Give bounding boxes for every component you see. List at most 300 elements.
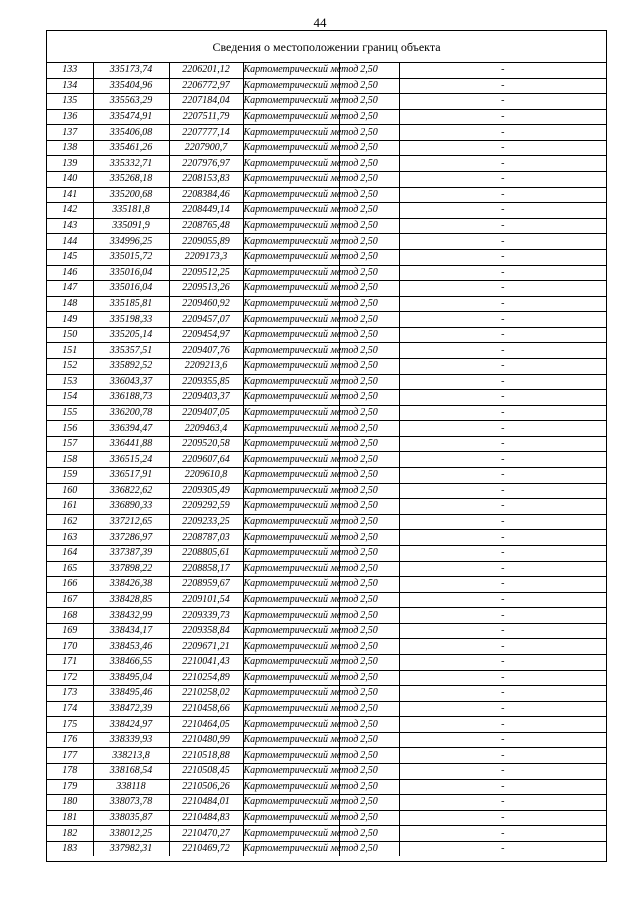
accuracy-cell: 2,50 [339,390,399,406]
x-coordinate-cell: 335015,72 [93,249,169,265]
table-row [47,249,606,265]
accuracy-cell: 2,50 [339,639,399,655]
point-number-cell: 152 [47,358,93,374]
table-heading: Сведения о местоположении границ объекта [47,31,606,63]
x-coordinate-cell: 338432,99 [93,608,169,624]
y-coordinate-cell: 2209454,97 [169,327,243,343]
point-number-cell: 180 [47,795,93,811]
point-number-cell: 165 [47,561,93,577]
method-cell: Картометрический метод [243,125,339,141]
x-coordinate-cell: 335461,26 [93,140,169,156]
table-row [47,390,606,406]
table-row [47,109,606,125]
y-coordinate-cell: 2209101,54 [169,592,243,608]
method-cell: Картометрический метод [243,436,339,452]
y-coordinate-cell: 2209292,59 [169,499,243,515]
table-row [47,545,606,561]
accuracy-cell: 2,50 [339,172,399,188]
x-coordinate-cell: 335185,81 [93,296,169,312]
method-cell: Картометрический метод [243,234,339,250]
table-row [47,94,606,110]
table-row [47,530,606,546]
y-coordinate-cell: 2209305,49 [169,483,243,499]
method-cell: Картометрический метод [243,343,339,359]
method-cell: Картометрический метод [243,810,339,826]
y-coordinate-cell: 2209339,73 [169,608,243,624]
point-number-cell: 147 [47,281,93,297]
method-cell: Картометрический метод [243,249,339,265]
x-coordinate-cell: 335563,29 [93,94,169,110]
description-cell: - [399,109,606,125]
accuracy-cell: 2,50 [339,577,399,593]
method-cell: Картометрический метод [243,717,339,733]
y-coordinate-cell: 2209233,25 [169,514,243,530]
point-number-cell: 159 [47,468,93,484]
x-coordinate-cell: 335404,96 [93,78,169,94]
description-cell: - [399,779,606,795]
accuracy-cell: 2,50 [339,732,399,748]
point-number-cell: 169 [47,623,93,639]
x-coordinate-cell: 336188,73 [93,390,169,406]
accuracy-cell: 2,50 [339,312,399,328]
x-coordinate-cell: 337898,22 [93,561,169,577]
table-row [47,717,606,733]
y-coordinate-cell: 2208787,03 [169,530,243,546]
x-coordinate-cell: 335173,74 [93,63,169,78]
table-row [47,826,606,842]
y-coordinate-cell: 2209355,85 [169,374,243,390]
method-cell: Картометрический метод [243,841,339,856]
y-coordinate-cell: 2210464,05 [169,717,243,733]
point-number-cell: 153 [47,374,93,390]
x-coordinate-cell: 336200,78 [93,405,169,421]
accuracy-cell: 2,50 [339,748,399,764]
table-row [47,810,606,826]
table-row [47,592,606,608]
method-cell: Картометрический метод [243,686,339,702]
method-cell: Картометрический метод [243,514,339,530]
accuracy-cell: 2,50 [339,374,399,390]
accuracy-cell: 2,50 [339,545,399,561]
y-coordinate-cell: 2210041,43 [169,654,243,670]
y-coordinate-cell: 2210458,66 [169,701,243,717]
table-row [47,156,606,172]
point-number-cell: 181 [47,810,93,826]
accuracy-cell: 2,50 [339,654,399,670]
method-cell: Картометрический метод [243,421,339,437]
x-coordinate-cell: 338073,78 [93,795,169,811]
table-row [47,514,606,530]
point-number-cell: 135 [47,94,93,110]
accuracy-cell: 2,50 [339,764,399,780]
method-cell: Картометрический метод [243,592,339,608]
method-cell: Картометрический метод [243,452,339,468]
accuracy-cell: 2,50 [339,530,399,546]
table-row [47,779,606,795]
table-row [47,63,606,78]
accuracy-cell: 2,50 [339,499,399,515]
y-coordinate-cell: 2208858,17 [169,561,243,577]
y-coordinate-cell: 2207777,14 [169,125,243,141]
y-coordinate-cell: 2209463,4 [169,421,243,437]
description-cell: - [399,265,606,281]
description-cell: - [399,795,606,811]
method-cell: Картометрический метод [243,405,339,421]
description-cell: - [399,358,606,374]
method-cell: Картометрический метод [243,561,339,577]
y-coordinate-cell: 2209403,37 [169,390,243,406]
y-coordinate-cell: 2210469,72 [169,841,243,856]
description-cell: - [399,514,606,530]
accuracy-cell: 2,50 [339,841,399,856]
point-number-cell: 155 [47,405,93,421]
x-coordinate-cell: 335205,14 [93,327,169,343]
description-cell: - [399,577,606,593]
description-cell: - [399,468,606,484]
point-number-cell: 139 [47,156,93,172]
x-coordinate-cell: 335268,18 [93,172,169,188]
accuracy-cell: 2,50 [339,701,399,717]
x-coordinate-cell: 335091,9 [93,218,169,234]
point-number-cell: 174 [47,701,93,717]
table-row [47,701,606,717]
method-cell: Картометрический метод [243,483,339,499]
description-cell: - [399,78,606,94]
x-coordinate-cell: 338434,17 [93,623,169,639]
table-row [47,125,606,141]
table-row [47,327,606,343]
method-cell: Картометрический метод [243,639,339,655]
description-cell: - [399,374,606,390]
x-coordinate-cell: 337387,39 [93,545,169,561]
accuracy-cell: 2,50 [339,203,399,219]
description-cell: - [399,405,606,421]
table-row [47,203,606,219]
page-number: 44 [313,15,327,30]
method-cell: Картометрический метод [243,265,339,281]
point-number-cell: 179 [47,779,93,795]
description-cell: - [399,234,606,250]
point-number-cell: 175 [47,717,93,733]
point-number-cell: 146 [47,265,93,281]
accuracy-cell: 2,50 [339,452,399,468]
description-cell: - [399,452,606,468]
method-cell: Картометрический метод [243,109,339,125]
accuracy-cell: 2,50 [339,670,399,686]
table-row [47,421,606,437]
table-row [47,499,606,515]
x-coordinate-cell: 338213,8 [93,748,169,764]
x-coordinate-cell: 338495,46 [93,686,169,702]
accuracy-cell: 2,50 [339,234,399,250]
table-row [47,436,606,452]
accuracy-cell: 2,50 [339,514,399,530]
accuracy-cell: 2,50 [339,795,399,811]
table-row [47,452,606,468]
method-cell: Картометрический метод [243,203,339,219]
y-coordinate-cell: 2209512,25 [169,265,243,281]
method-cell: Картометрический метод [243,530,339,546]
accuracy-cell: 2,50 [339,125,399,141]
x-coordinate-cell: 338339,93 [93,732,169,748]
x-coordinate-cell: 338428,85 [93,592,169,608]
y-coordinate-cell: 2208765,48 [169,218,243,234]
x-coordinate-cell: 338495,04 [93,670,169,686]
y-coordinate-cell: 2209407,76 [169,343,243,359]
description-cell: - [399,499,606,515]
table-row [47,265,606,281]
point-number-cell: 143 [47,218,93,234]
accuracy-cell: 2,50 [339,436,399,452]
x-coordinate-cell: 338035,87 [93,810,169,826]
description-cell: - [399,732,606,748]
accuracy-cell: 2,50 [339,358,399,374]
y-coordinate-cell: 2208959,67 [169,577,243,593]
method-cell: Картометрический метод [243,623,339,639]
method-cell: Картометрический метод [243,670,339,686]
method-cell: Картометрический метод [243,764,339,780]
method-cell: Картометрический метод [243,187,339,203]
table-row [47,686,606,702]
method-cell: Картометрический метод [243,748,339,764]
description-cell: - [399,281,606,297]
table-row [47,670,606,686]
accuracy-cell: 2,50 [339,623,399,639]
x-coordinate-cell: 338118 [93,779,169,795]
x-coordinate-cell: 336043,37 [93,374,169,390]
point-number-cell: 164 [47,545,93,561]
y-coordinate-cell: 2209671,21 [169,639,243,655]
method-cell: Картометрический метод [243,218,339,234]
accuracy-cell: 2,50 [339,561,399,577]
accuracy-cell: 2,50 [339,140,399,156]
method-cell: Картометрический метод [243,296,339,312]
table-row [47,608,606,624]
accuracy-cell: 2,50 [339,421,399,437]
point-number-cell: 148 [47,296,93,312]
y-coordinate-cell: 2210506,26 [169,779,243,795]
table-row [47,639,606,655]
point-number-cell: 141 [47,187,93,203]
y-coordinate-cell: 2207511,79 [169,109,243,125]
accuracy-cell: 2,50 [339,63,399,78]
method-cell: Картометрический метод [243,327,339,343]
accuracy-cell: 2,50 [339,109,399,125]
accuracy-cell: 2,50 [339,483,399,499]
x-coordinate-cell: 338168,54 [93,764,169,780]
table-row [47,296,606,312]
y-coordinate-cell: 2209607,64 [169,452,243,468]
y-coordinate-cell: 2210254,89 [169,670,243,686]
method-cell: Картометрический метод [243,312,339,328]
point-number-cell: 163 [47,530,93,546]
table-row [47,468,606,484]
table-row [47,281,606,297]
x-coordinate-cell: 337212,65 [93,514,169,530]
y-coordinate-cell: 2207976,97 [169,156,243,172]
x-coordinate-cell: 338466,55 [93,654,169,670]
method-cell: Картометрический метод [243,63,339,78]
table-row [47,187,606,203]
y-coordinate-cell: 2209055,89 [169,234,243,250]
description-cell: - [399,764,606,780]
table-row [47,172,606,188]
description-cell: - [399,639,606,655]
method-cell: Картометрический метод [243,358,339,374]
y-coordinate-cell: 2209460,92 [169,296,243,312]
description-cell: - [399,686,606,702]
table-row [47,795,606,811]
method-cell: Картометрический метод [243,94,339,110]
coordinates-table [47,63,606,856]
description-cell: - [399,841,606,856]
description-cell: - [399,125,606,141]
y-coordinate-cell: 2210484,01 [169,795,243,811]
y-coordinate-cell: 2209457,07 [169,312,243,328]
table-row [47,764,606,780]
description-cell: - [399,561,606,577]
point-number-cell: 156 [47,421,93,437]
table-row [47,140,606,156]
point-number-cell: 137 [47,125,93,141]
description-cell: - [399,701,606,717]
table-row [47,78,606,94]
y-coordinate-cell: 2210470,27 [169,826,243,842]
point-number-cell: 168 [47,608,93,624]
y-coordinate-cell: 2206772,97 [169,78,243,94]
method-cell: Картометрический метод [243,795,339,811]
point-number-cell: 142 [47,203,93,219]
accuracy-cell: 2,50 [339,779,399,795]
point-number-cell: 144 [47,234,93,250]
table-row [47,841,606,856]
point-number-cell: 151 [47,343,93,359]
accuracy-cell: 2,50 [339,810,399,826]
x-coordinate-cell: 338453,46 [93,639,169,655]
description-cell: - [399,592,606,608]
point-number-cell: 171 [47,654,93,670]
method-cell: Картометрический метод [243,826,339,842]
point-number-cell: 162 [47,514,93,530]
x-coordinate-cell: 336822,62 [93,483,169,499]
accuracy-cell: 2,50 [339,343,399,359]
table-row [47,561,606,577]
accuracy-cell: 2,50 [339,717,399,733]
x-coordinate-cell: 335200,68 [93,187,169,203]
x-coordinate-cell: 338472,39 [93,701,169,717]
table-row [47,218,606,234]
description-cell: - [399,421,606,437]
point-number-cell: 149 [47,312,93,328]
method-cell: Картометрический метод [243,468,339,484]
table-body [47,63,606,856]
x-coordinate-cell: 335181,8 [93,203,169,219]
description-cell: - [399,172,606,188]
point-number-cell: 136 [47,109,93,125]
y-coordinate-cell: 2208384,46 [169,187,243,203]
table-row [47,374,606,390]
y-coordinate-cell: 2210258,02 [169,686,243,702]
description-cell: - [399,296,606,312]
accuracy-cell: 2,50 [339,327,399,343]
table-row [47,312,606,328]
x-coordinate-cell: 334996,25 [93,234,169,250]
accuracy-cell: 2,50 [339,296,399,312]
accuracy-cell: 2,50 [339,94,399,110]
x-coordinate-cell: 337286,97 [93,530,169,546]
accuracy-cell: 2,50 [339,281,399,297]
y-coordinate-cell: 2209407,05 [169,405,243,421]
accuracy-cell: 2,50 [339,265,399,281]
y-coordinate-cell: 2210480,99 [169,732,243,748]
point-number-cell: 150 [47,327,93,343]
x-coordinate-cell: 335016,04 [93,281,169,297]
table-row [47,654,606,670]
accuracy-cell: 2,50 [339,249,399,265]
table-row [47,748,606,764]
description-cell: - [399,623,606,639]
description-cell: - [399,545,606,561]
boundary-table [46,30,607,862]
method-cell: Картометрический метод [243,78,339,94]
x-coordinate-cell: 335198,33 [93,312,169,328]
x-coordinate-cell: 338012,25 [93,826,169,842]
point-number-cell: 154 [47,390,93,406]
description-cell: - [399,608,606,624]
method-cell: Картометрический метод [243,374,339,390]
y-coordinate-cell: 2206201,12 [169,63,243,78]
y-coordinate-cell: 2207184,04 [169,94,243,110]
x-coordinate-cell: 338426,38 [93,577,169,593]
x-coordinate-cell: 338424,97 [93,717,169,733]
point-number-cell: 176 [47,732,93,748]
method-cell: Картометрический метод [243,281,339,297]
accuracy-cell: 2,50 [339,468,399,484]
description-cell: - [399,483,606,499]
description-cell: - [399,670,606,686]
y-coordinate-cell: 2208153,83 [169,172,243,188]
description-cell: - [399,654,606,670]
table-row [47,483,606,499]
accuracy-cell: 2,50 [339,686,399,702]
description-cell: - [399,218,606,234]
description-cell: - [399,187,606,203]
description-cell: - [399,140,606,156]
x-coordinate-cell: 335357,51 [93,343,169,359]
description-cell: - [399,249,606,265]
y-coordinate-cell: 2209173,3 [169,249,243,265]
x-coordinate-cell: 337982,31 [93,841,169,856]
y-coordinate-cell: 2208449,14 [169,203,243,219]
point-number-cell: 157 [47,436,93,452]
y-coordinate-cell: 2207900,7 [169,140,243,156]
description-cell: - [399,530,606,546]
point-number-cell: 183 [47,841,93,856]
table-row [47,732,606,748]
accuracy-cell: 2,50 [339,826,399,842]
point-number-cell: 167 [47,592,93,608]
point-number-cell: 145 [47,249,93,265]
accuracy-cell: 2,50 [339,405,399,421]
y-coordinate-cell: 2209610,8 [169,468,243,484]
description-cell: - [399,343,606,359]
x-coordinate-cell: 336890,33 [93,499,169,515]
description-cell: - [399,327,606,343]
method-cell: Картометрический метод [243,608,339,624]
point-number-cell: 160 [47,483,93,499]
point-number-cell: 133 [47,63,93,78]
method-cell: Картометрический метод [243,545,339,561]
